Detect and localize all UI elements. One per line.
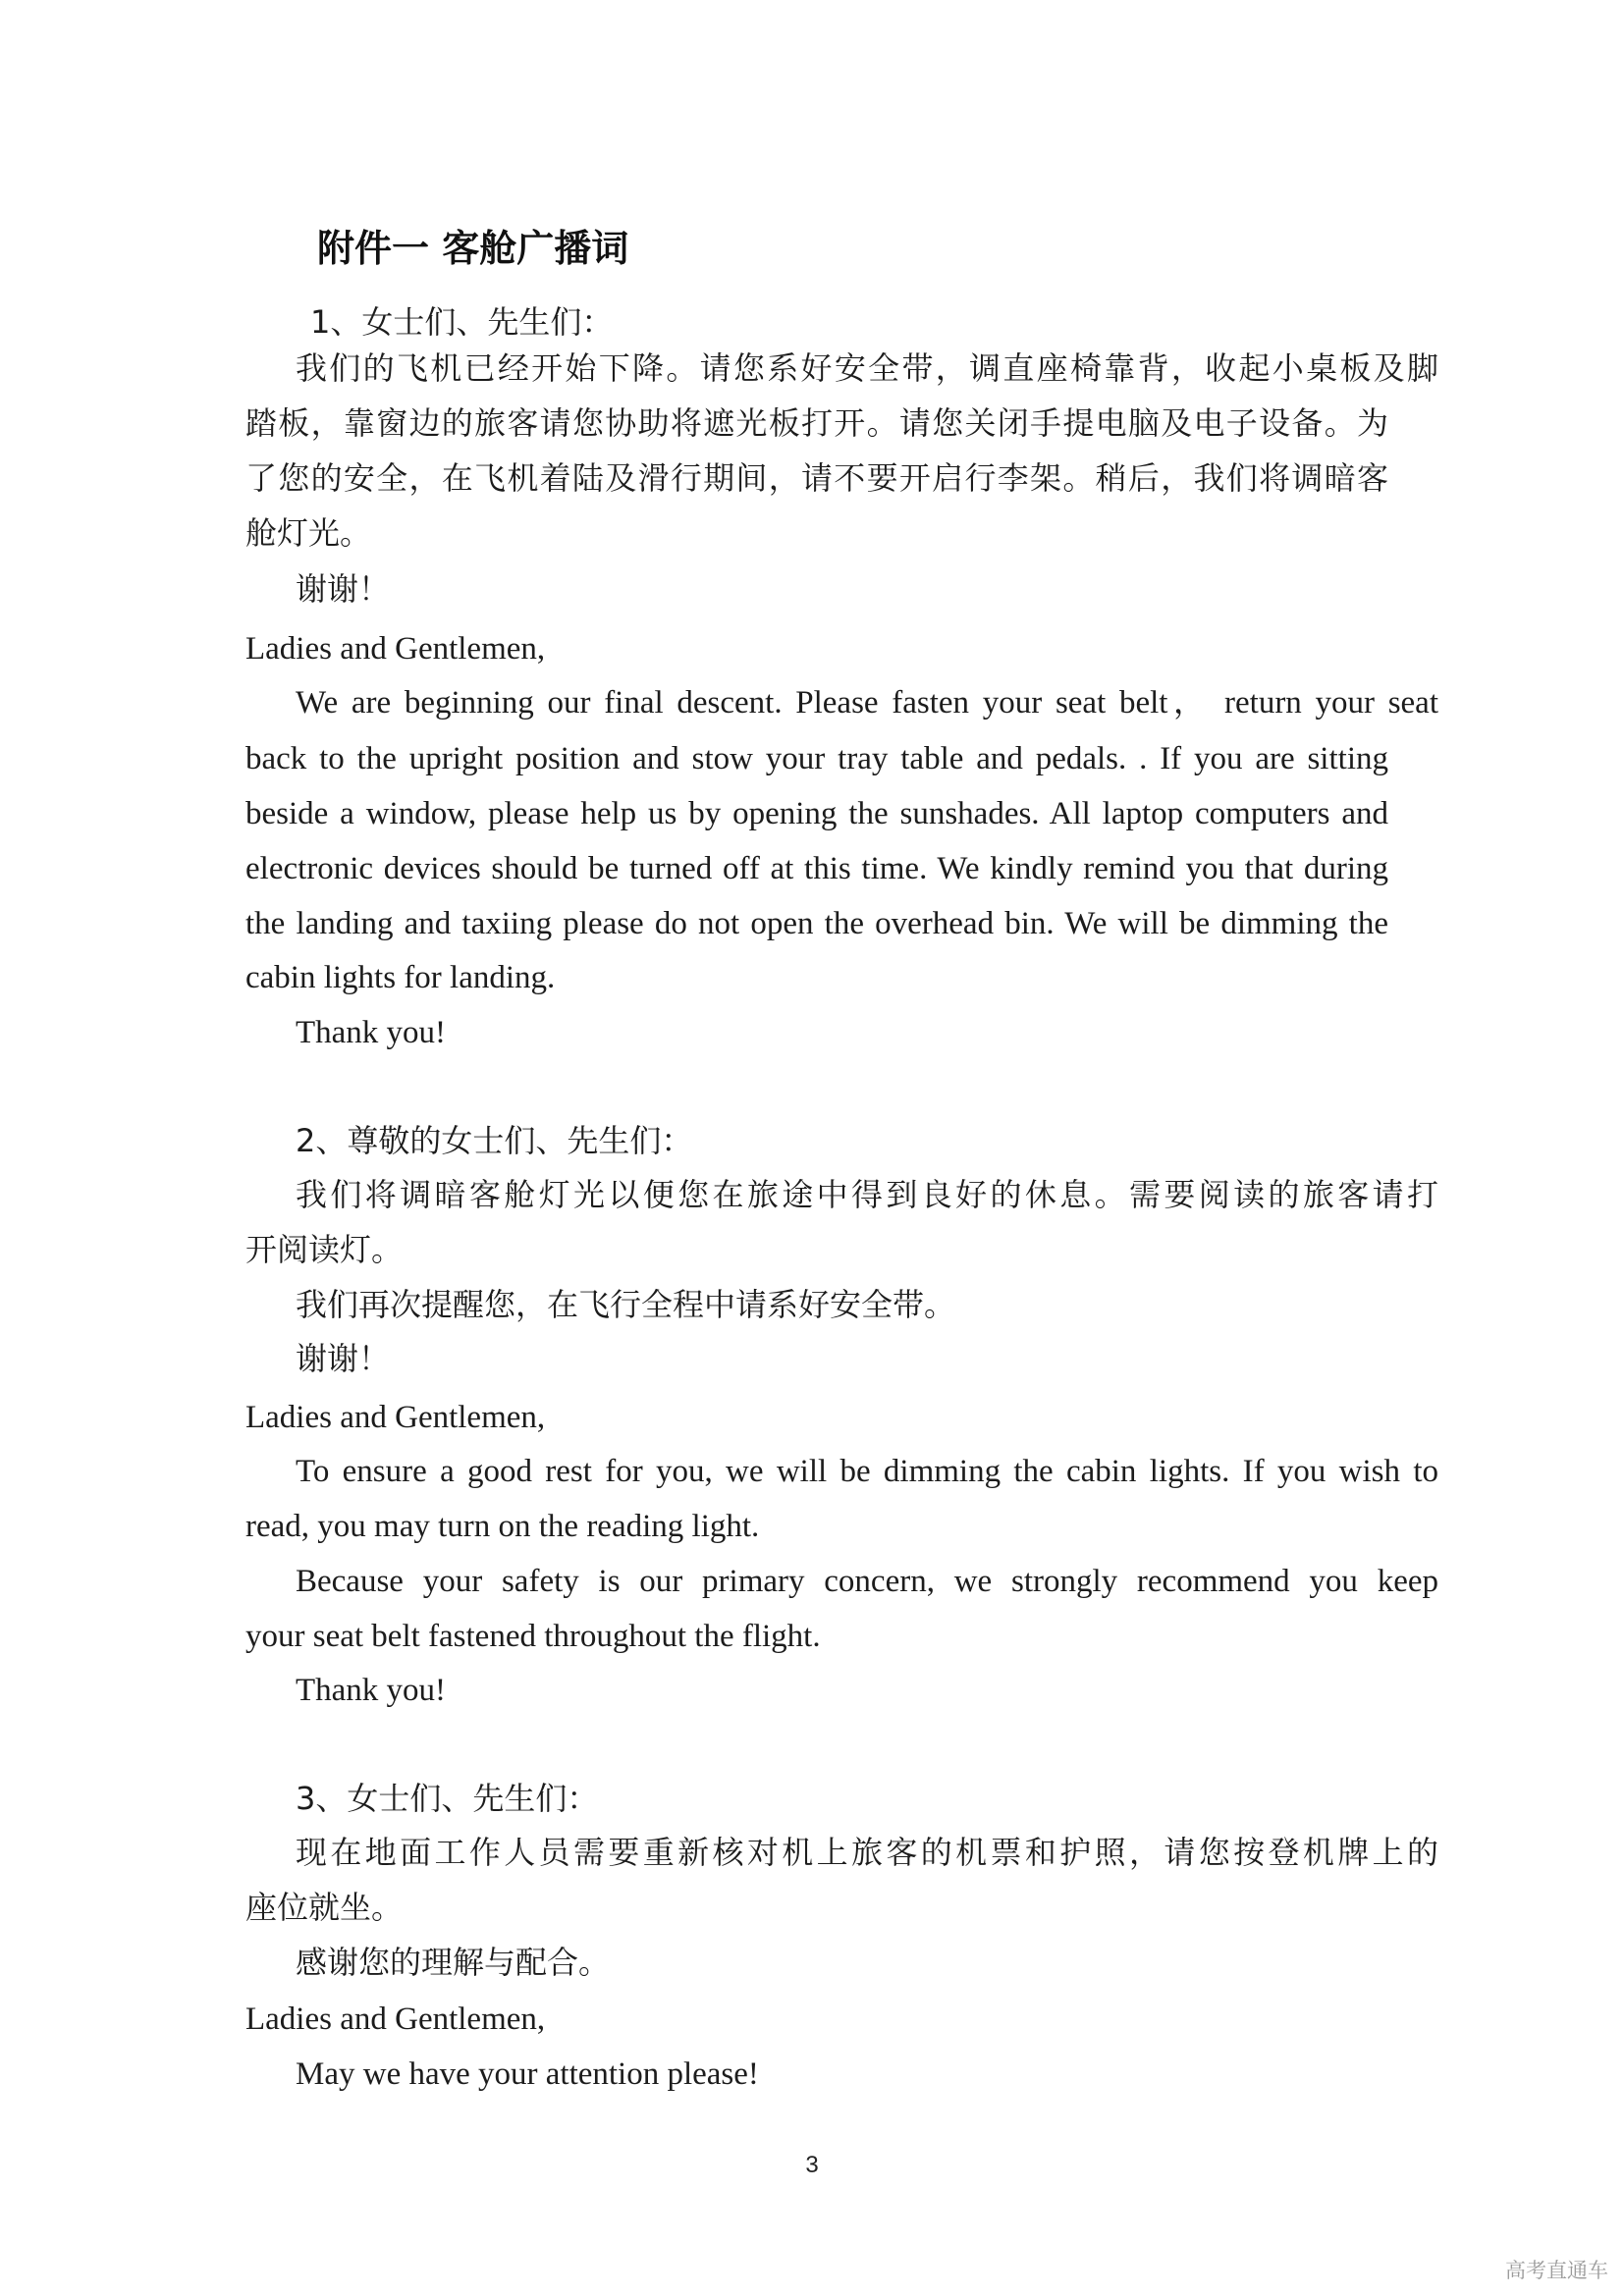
section1-en-line-1: We are beginning our final descent. Please fasten your seat belt， return your seat	[296, 687, 1438, 721]
section1-heading: 1、女士们、先生们：	[310, 303, 614, 341]
section3-cn-thanks: 感谢您的理解与配合。	[296, 1944, 611, 1981]
section3-cn-line-2: 座位就坐。	[245, 1889, 404, 1926]
section3-en-line-1: May we have your attention please!	[296, 2056, 759, 2092]
section2-cn-reminder: 我们再次提醒您，在飞行全程中请系好安全带。	[296, 1286, 956, 1323]
section1-en-line-4: electronic devices should be turned off at this time. We kindly remind you that during	[245, 853, 1388, 886]
section1-cn-line-4: 舱灯光。	[245, 514, 372, 552]
section1-en-line-6: cabin lights for landing.	[245, 960, 556, 995]
section2-cn-line-2: 开阅读灯。	[245, 1231, 404, 1268]
section1-cn-line-1: 我们的飞机已经开始下降。请您系好安全带，调直座椅靠背，收起小桌板及脚	[296, 352, 1438, 387]
section3-cn-line-1: 现在地面工作人员需要重新核对机上旅客的机票和护照，请您按登机牌上的	[296, 1837, 1438, 1871]
watermark: 高考直通车	[1505, 2259, 1608, 2282]
section2-cn-line-1: 我们将调暗客舱灯光以便您在旅途中得到良好的休息。需要阅读的旅客请打	[296, 1179, 1438, 1213]
section1-en-line-5: the landing and taxiing please do not open the overhead bin. We will be dimming the	[245, 908, 1388, 941]
section3-en-salutation: Ladies and Gentlemen,	[245, 2002, 546, 2037]
section1-cn-line-2: 踏板，靠窗边的旅客请您协助将遮光板打开。请您关闭手提电脑及电子设备。为	[245, 407, 1388, 442]
section2-en-para2-line-1: Because your safety is our primary concern, we strongly recommend you keep	[296, 1566, 1438, 1599]
page-number: 3	[805, 2152, 819, 2178]
section1-cn-thanks: 谢谢！	[296, 570, 391, 608]
section2-en-salutation: Ladies and Gentlemen,	[245, 1400, 546, 1435]
page-title: 附件一 客舱广播词	[317, 227, 629, 270]
section1-en-thanks: Thank you!	[296, 1015, 447, 1050]
section1-en-salutation: Ladies and Gentlemen,	[245, 631, 546, 667]
section1-cn-line-3: 了您的安全，在飞机着陆及滑行期间，请不要开启行李架。稍后，我们将调暗客	[245, 462, 1388, 497]
section2-heading: 2、尊敬的女士们、先生们：	[296, 1122, 693, 1159]
section2-cn-thanks: 谢谢！	[296, 1340, 391, 1377]
section2-en-para1-line-2: read, you may turn on the reading light.	[245, 1509, 760, 1544]
section1-en-line-2: back to the upright position and stow your tray table and pedals. . If you are sitting	[245, 743, 1388, 776]
section3-heading: 3、女士们、先生们：	[296, 1780, 599, 1817]
section2-en-para2-line-2: your seat belt fastened throughout the flight.	[245, 1619, 821, 1654]
section2-en-thanks: Thank you!	[296, 1673, 447, 1708]
section1-en-line-3: beside a window, please help us by opening the sunshades. All laptop computers and	[245, 798, 1388, 831]
section2-en-para1-line-1: To ensure a good rest for you, we will be dimming the cabin lights. If you wish to	[296, 1456, 1438, 1489]
